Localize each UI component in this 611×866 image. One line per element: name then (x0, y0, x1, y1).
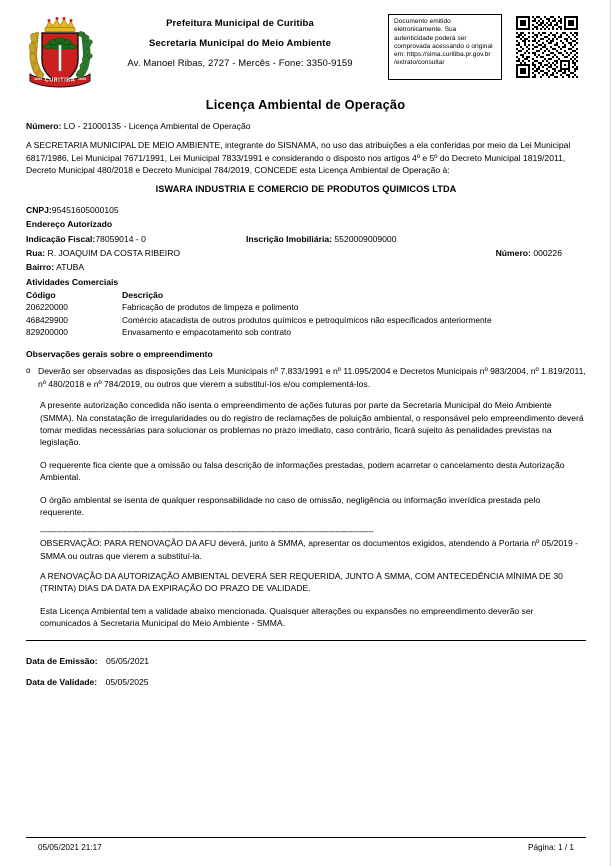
column-header-code: Código (26, 290, 56, 301)
header-org-titles (104, 14, 376, 74)
rua-label: Rua: (26, 247, 46, 258)
indicacao-fiscal-value: 78059014 - 0 (95, 233, 146, 244)
table-header-row (26, 290, 586, 302)
table-row (26, 302, 586, 314)
page-title: Licença Ambiental de Operação (205, 97, 406, 112)
validity-date-row (26, 672, 586, 693)
validity-date-label: Data de Validade: (26, 676, 98, 687)
org-address-line: Av. Manoel Ribas, 2727 - Mercês - Fone: 3350-9159 (127, 58, 353, 69)
validity-date-value: 05/05/2025 (105, 676, 149, 687)
dotted-separator: --------------------------------------------------------------------------------------------------------------------------------------------- (40, 528, 374, 537)
license-number-label: Número: (26, 121, 62, 131)
observation-bullet-item (26, 365, 586, 390)
inscricao-imobiliaria-label: Inscrição Imobiliária: (246, 233, 332, 244)
activity-description: Envasamento e empacotamento sob contrato (122, 327, 291, 337)
svg-text:1693: 1693 (34, 77, 42, 81)
org-name-line-1: Prefeitura Municipal de Curitiba (166, 18, 314, 29)
bullet-marker-icon: o (26, 366, 31, 376)
qr-code-icon (516, 16, 578, 78)
activity-code: 206220000 (26, 302, 68, 313)
observation-paragraph-1: A presente autorização concedida não isenta o empreendimento de ações futuras por parte da Secretaria Municipal do Meio Ambiente (SMMA). Na constatação de irregularidades ou do registro de reclamações de poluição ambiental, o responsável pelo empreendimento deverá tomar medidas necessárias para solucionar os problemas no prazo imediato, caso contrário, ficará sujeito às penalidades previstas na legislação. (40, 400, 584, 448)
numero-group (496, 246, 562, 260)
section-divider (26, 640, 586, 641)
document-footer (26, 837, 586, 852)
observation-paragraph-6: Esta Licença Ambiental tem a validade abaixo mencionada. Quaisquer alterações ou expansões no empreendimento deverão ser comunicados à Secretaria Municipal do Meio Ambiente - SMMA. (40, 605, 534, 629)
observation-bullet-text: Deverão ser observadas as disposições das Leis Municipais nº 7.833/1991 e nº 11.095/2004 e Decretos Municipais nº 983/2004, nº 1.819/2011, nº 480/2018 e nº 784/2019, ou outros que vierem a substituí-los e/ou complementá-los. (38, 366, 586, 389)
bairro-value: ATUBA (56, 262, 85, 273)
intro-paragraph: A SECRETARIA MUNICIPAL DE MEIO AMBIENTE, integrante do SISNAMA, no uso das atribuições a ela conferidas por meio da Lei Municipal 6817/1986, Lei Municipal 7671/1991, Lei Municipal 7833/1991 e considerando o disposto nos artigos 4º e 5º do Decreto Municipal 1819/2011, Decreto Municipal 480/2018 e Decreto Municipal 784/2019, CONCEDE esta Licença Ambiental de Operação à: (26, 140, 571, 176)
fiscal-row (26, 232, 586, 246)
indicacao-fiscal-group (26, 232, 146, 246)
footer-timestamp: 05/05/2021 21:17 (38, 843, 102, 852)
column-header-description: Descrição (122, 290, 164, 301)
coat-of-arms-icon (24, 12, 96, 92)
rua-group (26, 246, 180, 260)
activity-description: Comércio atacadista de outros produtos químicos e petroquímicos não especificados anteriormente (122, 314, 492, 325)
cnpj-label: CNPJ: (26, 204, 52, 215)
issue-date-label: Data de Emissão: (26, 655, 98, 666)
observation-paragraph-5: A RENOVAÇÃO DA AUTORIZAÇÃO AMBIENTAL DEVERÁ SER REQUERIDA, JUNTO À SMMA, COM ANTECEDÊNCIA MÍNIMA DE 30 (TRINTA) DIAS DA DATA DA EXPIRAÇÃO DO PRAZO DE VALIDADE. (40, 571, 563, 594)
activities-heading: Atividades Comerciais (26, 276, 119, 287)
footer-page-indicator: Página: 1 / 1 (528, 843, 574, 852)
rua-value: R. JOAQUIM DA COSTA RIBEIRO (47, 247, 181, 258)
issue-date-value: 05/05/2021 (106, 655, 150, 666)
license-number-row (26, 120, 586, 133)
license-number-value: LO - 21000135 - Licença Ambiental de Operação (63, 121, 251, 131)
street-row (26, 246, 586, 260)
observation-paragraph-4: OBSERVAÇÃO: PARA RENOVAÇÃO DA AFU deverá, junto à SMMA, apresentar os documentos exigidos, atendendo à Portaria nº 05/2019 - SMMA ou outras que vierem a substituí-la. (40, 538, 578, 561)
activity-code: 829200000 (26, 327, 68, 337)
address-numero-value: 000226 (533, 247, 562, 258)
activities-table (26, 290, 586, 339)
document-header (0, 0, 611, 92)
table-row (26, 327, 586, 339)
company-name: ISWARA INDUSTRIA E COMERCIO DE PRODUTOS QUIMICOS LTDA (155, 183, 457, 194)
indicacao-fiscal-label: Indicação Fiscal: (26, 233, 96, 244)
svg-text:CURITIBA: CURITIBA (44, 77, 76, 84)
observation-paragraph-2: O requerente fica ciente que a omissão ou falsa descrição de informações prestadas, podem acarretar o cancelamento desta Autorização Ambiental. (40, 459, 565, 483)
table-row (26, 315, 586, 327)
inscricao-imobiliaria-value: 5520009009000 (334, 233, 397, 244)
address-numero-label: Número: (495, 247, 531, 258)
org-name-line-2: Secretaria Municipal do Meio Ambiente (148, 38, 332, 49)
document-body (26, 120, 586, 693)
activity-description: Fabricação de produtos de limpeza e polimento (122, 302, 299, 313)
issue-date-row (26, 651, 586, 672)
electronic-document-notice: Documento emitido eletronicamente. Sua autenticidade poderá ser comprovada acessando o original em: https://sima.curitiba.pr.gov.br /extrato/consultar (388, 14, 502, 80)
activity-code: 468429900 (26, 314, 68, 325)
footer-divider (26, 837, 586, 838)
inscricao-imobiliaria-group (246, 232, 397, 246)
cnpj-value: 95451605000105 (51, 204, 119, 215)
bairro-label: Bairro: (26, 262, 55, 273)
cnpj-row (26, 203, 586, 217)
svg-text:1693: 1693 (78, 77, 86, 81)
bairro-row (26, 260, 586, 274)
observations-heading: Observações gerais sobre o empreendimento (26, 349, 213, 360)
observation-paragraph-3: O órgão ambiental se isenta de qualquer responsabilidade no caso de omissão, negligência ou informação inverídica prestada pelo requerente. (40, 494, 541, 518)
authorized-address-heading: Endereço Autorizado (26, 219, 113, 230)
